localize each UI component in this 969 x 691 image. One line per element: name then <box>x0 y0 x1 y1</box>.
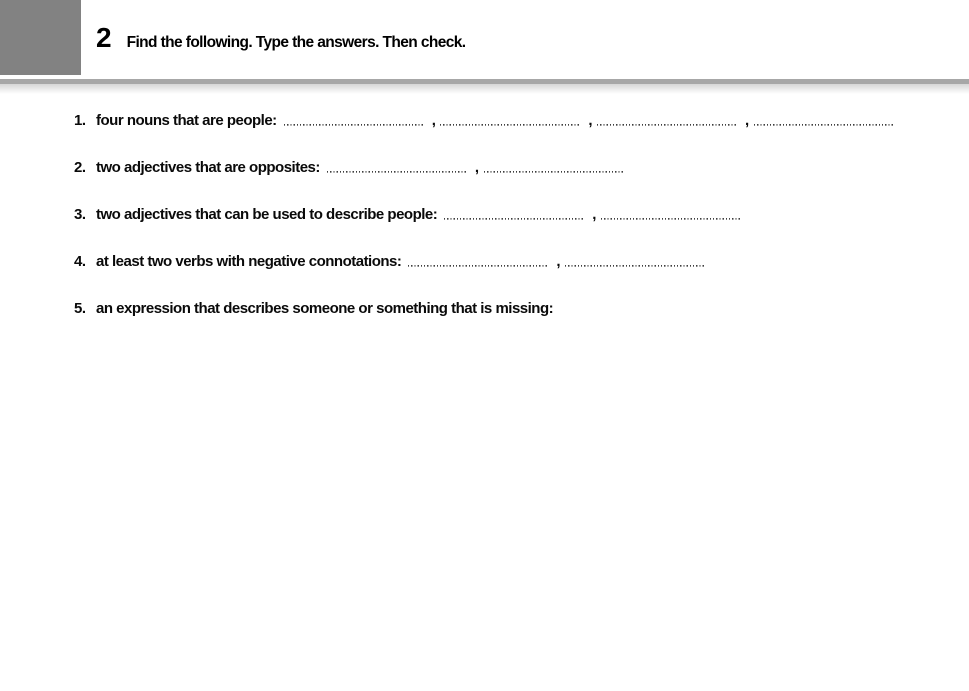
exercise-header <box>96 22 466 54</box>
answer-blank[interactable] <box>601 208 741 220</box>
answer-blank[interactable] <box>284 114 424 126</box>
exercise-instruction: Find the following. Type the answers. Then check. <box>126 34 466 51</box>
exercise-number: 2 <box>96 22 112 53</box>
question-number: 2. <box>74 159 86 176</box>
question-text: two adjectives that are opposites: <box>96 159 320 176</box>
answer-blank[interactable] <box>440 114 580 126</box>
question-list <box>74 112 949 347</box>
question-row <box>74 300 949 347</box>
question-text: two adjectives that can be used to describe people: <box>96 206 438 223</box>
question-row <box>74 253 949 300</box>
answer-blank[interactable] <box>327 161 467 173</box>
question-number: 5. <box>74 300 86 317</box>
question-text: four nouns that are people: <box>96 112 277 129</box>
answer-blank[interactable] <box>754 114 894 126</box>
blank-separator: , <box>588 112 593 129</box>
blank-separator: , <box>592 206 596 223</box>
answer-blank[interactable] <box>597 114 737 126</box>
question-text: an expression that describes someone or something that is missing: <box>96 300 554 317</box>
question-number: 4. <box>74 253 86 270</box>
question-row <box>74 159 949 206</box>
answer-blank[interactable] <box>408 255 548 267</box>
answer-blank[interactable] <box>565 255 705 267</box>
answer-blank[interactable] <box>484 161 624 173</box>
corner-tab <box>0 0 81 75</box>
question-text: at least two verbs with negative connotations: <box>96 253 402 270</box>
blank-separator: , <box>431 112 436 129</box>
blank-separator: , <box>556 253 561 270</box>
question-number: 3. <box>74 206 86 223</box>
blank-separator: , <box>745 112 749 129</box>
question-row <box>74 112 949 159</box>
question-row <box>74 206 949 253</box>
blank-separator: , <box>474 159 479 176</box>
header-divider-shadow <box>0 84 969 94</box>
question-number: 1. <box>74 112 86 129</box>
answer-blank[interactable] <box>444 208 584 220</box>
